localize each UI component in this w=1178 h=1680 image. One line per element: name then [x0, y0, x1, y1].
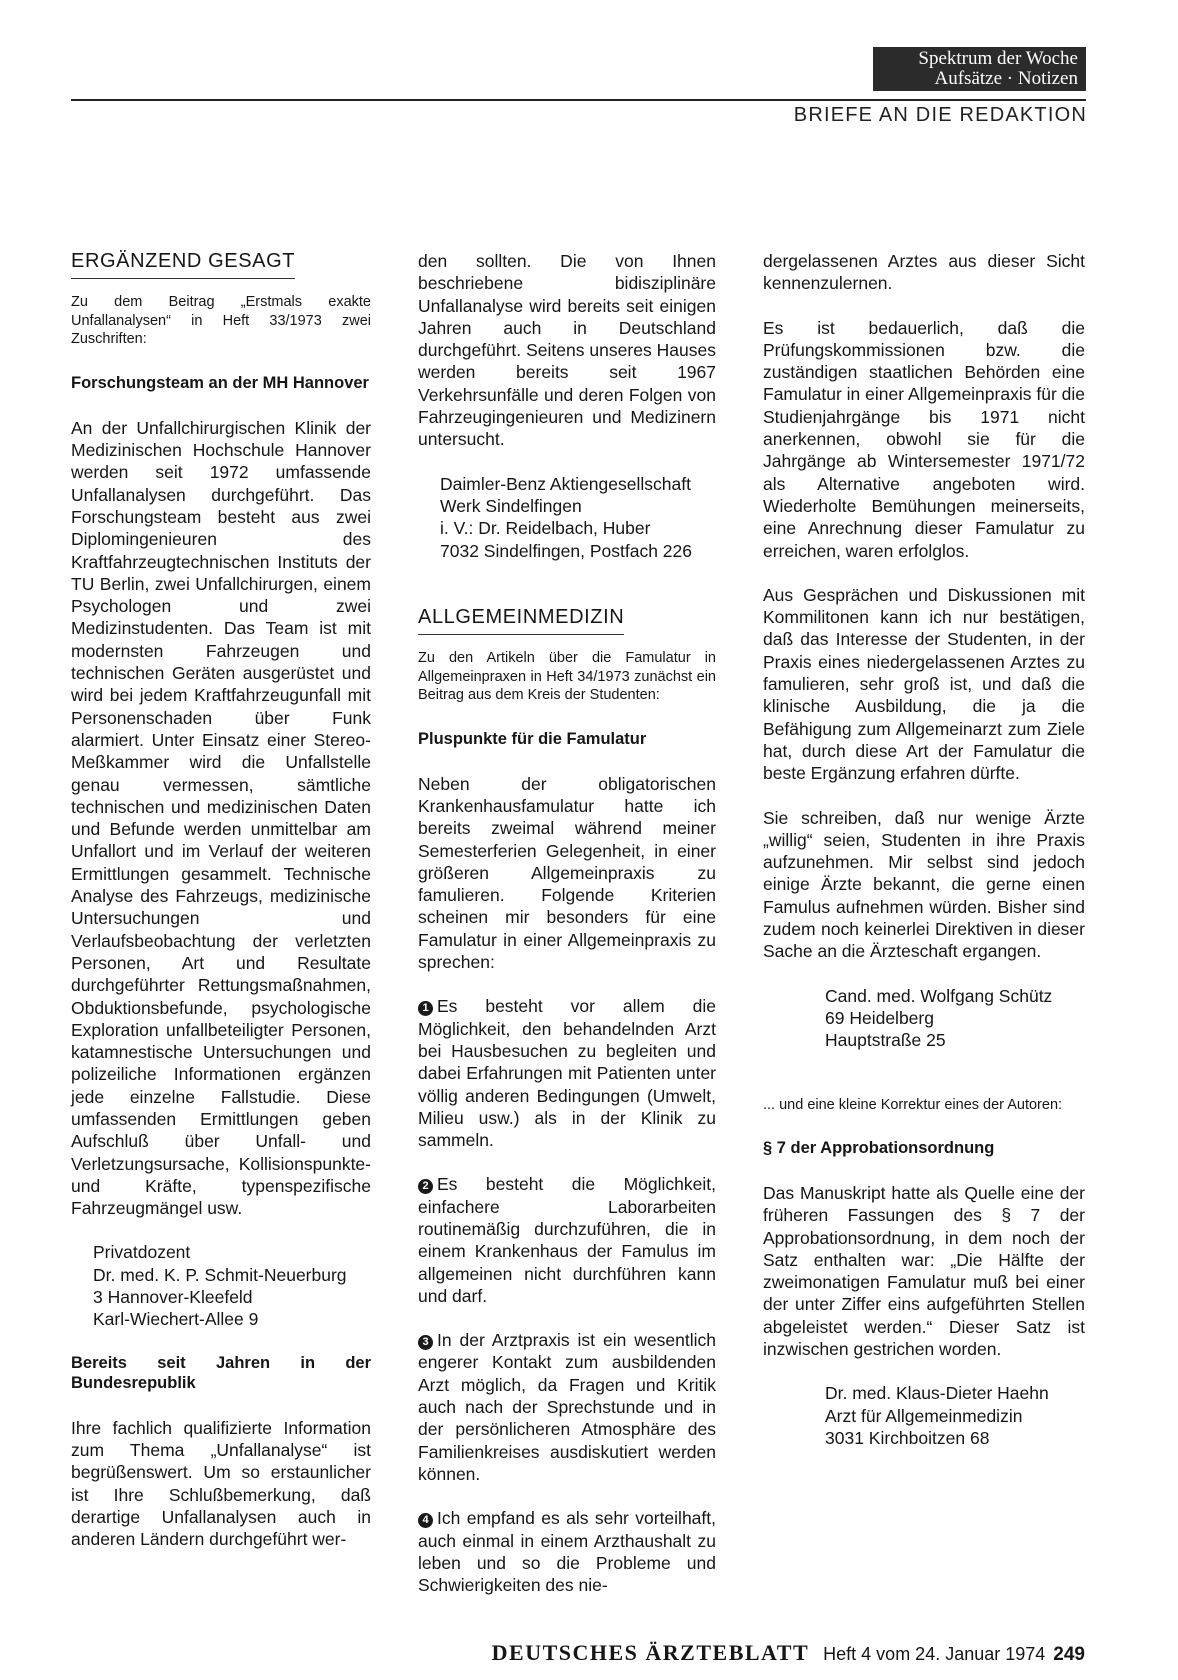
- numbered-point: [418, 1507, 716, 1596]
- rubric-line-2: Aufsätze · Notizen: [934, 68, 1078, 89]
- journal-title: DEUTSCHES ÄRZTEBLATT: [491, 1640, 810, 1665]
- letter-heading: Bereits seit Jahren in der Bundesrepublik: [71, 1353, 371, 1392]
- section-title-allgemeinmedizin: ALLGEMEINMEDIZIN: [418, 606, 624, 635]
- numbered-point: [418, 1173, 716, 1307]
- letter-body: den sollten. Die von Ihnen beschriebene bidisziplinäre Unfallanalyse wird bereits seit einigen Jahren auch in Deutschland durchgeführt. Seitens unseres Hauses werden bereits seit 1967 Verkehrsunfälle und deren Folgen von Fahrzeugingenieuren und Medizinern untersucht.: [418, 251, 716, 450]
- intro-text: Zu den Artikeln über die Famulatur in Allgemeinpraxen in Heft 34/1973 zunächst ein Beitrag aus dem Kreis der Studenten:: [418, 650, 716, 704]
- signature-line: Privatdozent: [93, 1242, 191, 1263]
- intro-text: ... und eine kleine Korrektur eines der Autoren:: [763, 1096, 1063, 1113]
- numbered-point: [418, 995, 716, 1151]
- issue-info: Heft 4 vom 24. Januar 1974: [823, 1644, 1046, 1664]
- signature-line: Dr. med. Klaus-Dieter Haehn: [825, 1383, 1049, 1404]
- intro-text: Zu dem Beitrag „Erstmals exakte Unfallanalysen“ in Heft 33/1973 zwei Zuschriften:: [71, 294, 371, 348]
- letter-body: Sie schreiben, daß nur wenige Ärzte „willig“ seien, Studenten in ihre Praxis aufzunehmen. Mir selbst sind jedoch einige Ärzte bekannt, die gerne einen Famulus aufnehmen würden. Bisher sind zudem noch keinerlei Direktiven in dieser Sache an die Ärzteschaft ergangen.: [763, 807, 1085, 962]
- column-3: [763, 250, 1085, 1449]
- signature-line: i. V.: Dr. Reidelbach, Huber: [440, 518, 651, 539]
- letter-heading: Pluspunkte für die Famulatur: [418, 729, 647, 748]
- letter-body: dergelassenen Arztes aus dieser Sicht kennenzulernen.: [763, 251, 1085, 294]
- signature-line: Werk Sindelfingen: [440, 495, 582, 516]
- column-2: [418, 250, 716, 1596]
- letter-body: Ihre fachlich qualifizierte Information zum Thema „Unfallanalyse“ ist begrüßenswert. Um so erstaunlicher ist Ihre Schlußbemerkung, daß derartige Unfallanalysen auch in anderen Ländern durchgeführt wer-: [71, 1417, 371, 1550]
- section-title-ergaenzend: ERGÄNZEND GESAGT: [71, 250, 295, 279]
- number-badge: 1: [418, 1001, 433, 1016]
- column-1: [71, 250, 371, 1550]
- point-text: Es besteht vor allem die Möglichkeit, den behandelnden Arzt bei Hausbesuchen zu begleiten und dabei Erfahrungen mit Patienten unter völlig anderen Bedingungen (Umwelt, Milieu usw.) als in der Klinik zu sammeln.: [418, 996, 716, 1151]
- page-number: 249: [1053, 1644, 1085, 1665]
- letter-body: Es ist bedauerlich, daß die Prüfungskommissionen bzw. die zuständigen staatlichen Behörden eine Famulatur in einer Allgemeinpraxis für die Studienjahrgänge bis 1971 nicht anerkennen, obwohl sie für die Jahrgänge ab Wintersemester 1971/72 als Alternative angeboten wird. Wiederholte Bemühungen meinerseits, eine Anrechnung dieser Famulatur zu erreichen, waren erfolglos.: [763, 317, 1085, 561]
- signature-line: Daimler-Benz Aktiengesellschaft: [440, 473, 691, 494]
- point-text: Ich empfand es als sehr vorteilhaft, auch einmal in einem Arzthaushalt zu leben und so die Probleme und Schwierigkeiten des nie-: [418, 1508, 716, 1596]
- signature-line: Karl-Wiechert-Allee 9: [93, 1309, 259, 1330]
- signature-line: Dr. med. K. P. Schmit-Neuerburg: [93, 1264, 347, 1285]
- signature-line: 69 Heidelberg: [825, 1007, 934, 1028]
- number-badge: 4: [418, 1513, 433, 1528]
- signature-line: 3 Hannover-Kleefeld: [93, 1287, 253, 1308]
- rubric-line-1: Spektrum der Woche: [918, 48, 1078, 69]
- letter-body: Aus Gesprächen und Diskussionen mit Kommilitonen kann ich nur bestätigen, daß das Interesse der Studenten, in der Praxis eines niedergelassenen Arztes zu famulieren, sehr groß ist, und daß die klinische Ausbildung, die ja die Befähigung zum Allgemeinarzt zum Ziele hat, durch diese Art der Famulatur die beste Ergänzung erfahren dürfte.: [763, 584, 1085, 784]
- section-heading: BRIEFE AN DIE REDAKTION: [793, 104, 1087, 126]
- header-rubric-box: [873, 47, 1086, 91]
- signature-line: Cand. med. Wolfgang Schütz: [825, 985, 1053, 1006]
- signature-line: 3031 Kirchboitzen 68: [825, 1427, 990, 1448]
- point-text: In der Arztpraxis ist ein wesentlich engerer Kontakt zum ausbildenden Arzt möglich, da Fragen und Kritik auch nach der Sprechstunde und in der persönlicheren Atmosphäre des Familienkreises ausdiskutiert werden können.: [418, 1330, 716, 1484]
- number-badge: 2: [418, 1179, 433, 1194]
- header-rule: [71, 99, 1086, 101]
- numbered-point: [418, 1329, 716, 1485]
- number-badge: 3: [418, 1335, 433, 1350]
- letter-heading: § 7 der Approbationsordnung: [763, 1139, 995, 1157]
- letter-body: An der Unfallchirurgischen Klinik der Medizinischen Hochschule Hannover werden seit 1972 umfassende Unfallanalysen durchgeführt. Das Forschungsteam besteht aus zwei Diplomingenieuren des Kraftfahrzeugtechnischen Instituts der TU Berlin, zwei Unfallchirurgen, einem Psychologen und zwei Medizinstudenten. Das Team ist mit modernsten Fahrzeugen und technischen Geräten ausgerüstet und wird bei jedem Kraftfahrzeugunfall mit Personenschaden über Funk alarmiert. Unter Einsatz einer Stereo-Meßkammer wird die Unfallstelle genau vermessen, sämtliche technischen und medizinischen Daten und Befunde werden unmittelbar am Unfallort und im Verlauf der weiteren Ermittlungen gesammelt. Technische Analyse des Fahrzeugs, medizinische Untersuchungen und Verlaufsbeobachtung der verletzten Personen, Art und Resultate durchgeführter Rettungsmaßnahmen, Obduktionsbefunde, psychologische Exploration unfallbeteiligter Personen, katamnestische Untersuchungen und polizeiliche Informationen ergänzen jede einzelne Fallstudie. Diese umfassenden Ermittlungen geben Aufschluß über Unfall- und Verletzungsursache, Kollisionspunkte- und Kräfte, typenspezifische Fahrzeugmängel usw.: [71, 417, 371, 1219]
- letter-heading: Forschungsteam an der MH Hannover: [71, 373, 369, 392]
- letter-body: Das Manuskript hatte als Quelle eine der früheren Fassungen des § 7 der Approbationsordnung, in dem noch der Satz enthalten war: „Die Hälfte der zweimonatigen Famulatur muß bei einer der unter Ziffer eins aufgeführten Stellen abgeleistet werden.“ Dieser Satz ist inzwischen gestrichen worden.: [763, 1183, 1085, 1360]
- page-footer: [492, 1640, 1085, 1666]
- letter-body: Neben der obligatorischen Krankenhausfamulatur hatte ich bereits zweimal während meiner Semesterferien Gelegenheit, in einer größeren Allgemeinpraxis zu famulieren. Folgende Kriterien scheinen mir besonders für eine Famulatur in einer Allgemeinpraxis zu sprechen:: [418, 773, 716, 973]
- signature-line: Arzt für Allgemeinmedizin: [825, 1405, 1023, 1426]
- signature-line: 7032 Sindelfingen, Postfach 226: [440, 540, 692, 561]
- signature-line: Hauptstraße 25: [825, 1030, 946, 1051]
- point-text: Es besteht die Möglichkeit, einfachere Laborarbeiten routinemäßig durchzuführen, die in einem Krankenhaus der Famulus im allgemeinen nicht durchführen kann und darf.: [418, 1174, 716, 1306]
